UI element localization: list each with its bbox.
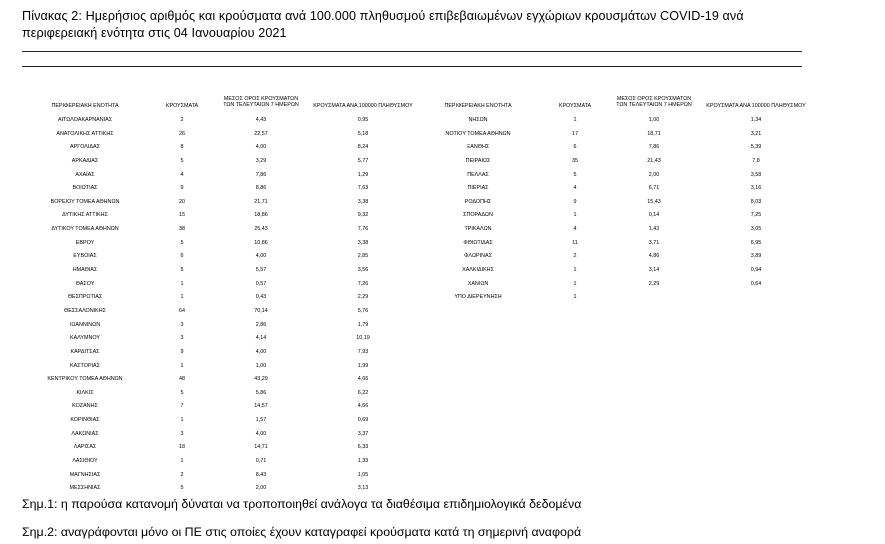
cell-mean: 7,86 <box>648 144 660 151</box>
cell-mean: 14,71 <box>254 444 268 451</box>
cell-mean: 7,86 <box>255 171 267 178</box>
header-rate: ΚΡΟΥΣΜΑΤΑ ΑΝΑ 100000 ΠΛΗΘΥΣΜΟΥ <box>706 103 806 109</box>
cell-cases: 1 <box>573 212 577 219</box>
table-row <box>25 169 425 183</box>
cell-mean: 4,43 <box>255 117 267 123</box>
cell-cases: 9 <box>180 185 184 192</box>
cell-mean: 6,71 <box>648 185 660 192</box>
table-row <box>25 455 425 469</box>
table-row <box>25 414 425 428</box>
cell-mean: 21,43 <box>647 157 661 164</box>
table-row <box>25 250 425 264</box>
cell-rate: 1,34 <box>750 117 762 123</box>
cell-rate: 5,18 <box>357 130 369 137</box>
cell-mean: 25,43 <box>254 226 268 233</box>
cell-region: ΚΙΛΚΙΣ <box>76 389 94 396</box>
cell-region: ΘΑΣΟΥ <box>75 280 95 287</box>
cell-cases: 18 <box>179 444 185 451</box>
cell-cases: 5 <box>180 239 184 246</box>
table-row <box>25 264 425 278</box>
cell-rate: 3,56 <box>357 267 369 274</box>
cell-mean: 8,86 <box>255 185 267 192</box>
table-row <box>25 360 425 374</box>
header-region: ΠΕΡΙΦΕΡΕΙΑΚΗ ΕΝΟΤΗΤΑ <box>51 103 119 109</box>
cell-region: ΗΜΑΘΙΑΣ <box>72 267 98 274</box>
table-row <box>25 278 425 292</box>
cell-region: ΒΟΡΕΙΟΥ ΤΟΜΕΑ ΑΘΗΝΩΝ <box>50 198 120 205</box>
cell-cases: 1 <box>573 117 577 123</box>
cell-region: ΙΩΑΝΝΙΝΩΝ <box>69 321 101 328</box>
cell-mean: 1,57 <box>255 417 267 424</box>
table-row <box>25 305 425 319</box>
table-row <box>418 155 818 169</box>
table-row <box>418 237 818 251</box>
cell-region: ΜΑΓΝΗΣΙΑΣ <box>69 471 101 478</box>
cell-rate: 8,03 <box>750 198 762 205</box>
cell-rate: 2,85 <box>357 253 369 260</box>
table-row <box>418 196 818 210</box>
cell-rate: 4,66 <box>357 376 369 383</box>
cell-cases: 35 <box>572 157 578 164</box>
table-row <box>25 441 425 455</box>
divider <box>22 51 802 52</box>
header-region: ΠΕΡΙΦΕΡΕΙΑΚΗ ΕΝΟΤΗΤΑ <box>444 103 512 109</box>
cell-region: ΚΑΛΥΜΝΟΥ <box>70 335 100 342</box>
table-row <box>25 482 425 496</box>
cell-cases: 1 <box>180 280 184 287</box>
table-row <box>25 182 425 196</box>
table-row <box>25 196 425 210</box>
cell-cases: 6 <box>573 144 577 151</box>
cell-cases: 1 <box>180 362 184 369</box>
cell-cases: 17 <box>572 130 578 137</box>
table-row <box>25 223 425 237</box>
table-body <box>25 114 425 496</box>
cell-cases: 38 <box>179 226 185 233</box>
cell-rate: 0,69 <box>357 417 369 424</box>
cell-region: ΤΡΙΚΑΛΩΝ <box>464 226 492 233</box>
cell-rate: 0,94 <box>750 267 762 274</box>
table-row <box>25 209 425 223</box>
cell-mean: 18,71 <box>647 130 661 137</box>
cell-mean: 10,86 <box>254 239 268 246</box>
cell-region: ΝΗΣΩΝ <box>468 117 488 123</box>
cell-region: ΕΒΡΟΥ <box>75 239 95 246</box>
cell-cases: 64 <box>179 307 185 314</box>
cell-region: ΑΡΓΟΛΙΔΑΣ <box>70 144 100 151</box>
cell-mean: 4,00 <box>255 144 267 151</box>
cell-cases: 4 <box>180 171 184 178</box>
cell-region: ΚΟΖΑΝΗΣ <box>72 403 98 410</box>
cell-cases: 7 <box>180 403 184 410</box>
cell-region: ΧΑΛΚΙΔΙΚΗΣ <box>462 267 494 274</box>
cell-rate: 7,63 <box>357 185 369 192</box>
cell-cases: 5 <box>573 171 577 178</box>
table-row <box>25 141 425 155</box>
cell-rate: 3,58 <box>750 171 762 178</box>
cell-rate: 3,38 <box>357 239 369 246</box>
cell-rate: 1,99 <box>357 362 369 369</box>
cell-region: ΡΟΔΟΠΗΣ <box>464 198 492 205</box>
cell-mean: 4,00 <box>255 253 267 260</box>
cell-cases: 48 <box>179 376 185 383</box>
cell-cases: 1 <box>573 294 577 301</box>
cell-rate: 8,24 <box>357 144 369 151</box>
divider <box>22 66 802 67</box>
header-cases: ΚΡΟΥΣΜΑΤΑ <box>165 103 199 109</box>
cell-mean: 18,86 <box>254 212 268 219</box>
header-rate: ΚΡΟΥΣΜΑΤΑ ΑΝΑ 100000 ΠΛΗΘΥΣΜΟΥ <box>313 103 413 109</box>
cell-rate: 1,33 <box>357 458 369 465</box>
cell-region: ΘΕΣΣΑΛΟΝΙΚΗΣ <box>64 307 106 314</box>
cell-mean: 22,57 <box>254 130 268 137</box>
cell-region: ΑΡΚΑΔΙΑΣ <box>71 157 99 164</box>
cell-mean: 14,57 <box>254 403 268 410</box>
footnote-2: Σημ.2: αναγράφονται μόνο οι ΠΕ στις οποίες έχουν καταγραφεί κρούσματα κατά τη σημερινή αναφορά <box>22 525 582 539</box>
cell-region: ΑΝΑΤΟΛΙΚΗΣ ΑΤΤΙΚΗΣ <box>56 130 114 137</box>
table-row <box>25 346 425 360</box>
table-row <box>25 428 425 442</box>
table-header <box>418 96 818 114</box>
cell-mean: 1,43 <box>648 226 660 233</box>
cell-rate: 6,33 <box>357 444 369 451</box>
cell-rate: 6,95 <box>750 239 762 246</box>
cell-mean: 70,14 <box>254 307 268 314</box>
cell-rate: 1,29 <box>357 171 369 178</box>
cell-cases: 3 <box>180 430 184 437</box>
cell-mean: 4,86 <box>648 253 660 260</box>
cell-region: ΚΑΡΔΙΤΣΑΣ <box>70 348 100 355</box>
cell-region: ΘΕΣΠΡΩΤΙΑΣ <box>67 294 103 301</box>
cell-mean: 0,14 <box>648 212 660 219</box>
table-row <box>418 264 818 278</box>
table-row <box>418 223 818 237</box>
cell-cases: 2 <box>573 253 577 260</box>
cell-cases: 1 <box>180 294 184 301</box>
cell-cases: 11 <box>572 239 578 246</box>
cell-mean: 3,71 <box>648 239 660 246</box>
table-row <box>418 209 818 223</box>
table-row <box>418 250 818 264</box>
cell-cases: 20 <box>179 198 185 205</box>
cell-rate: 3,38 <box>357 198 369 205</box>
table-row <box>25 469 425 483</box>
cell-mean: 0,57 <box>255 280 267 287</box>
table-row <box>418 182 818 196</box>
cell-cases: 4 <box>573 185 577 192</box>
table-row <box>25 387 425 401</box>
cell-rate: 3,21 <box>750 130 762 137</box>
cell-rate: 9,32 <box>357 212 369 219</box>
cell-mean: 1,00 <box>648 117 660 123</box>
cell-cases: 6 <box>180 253 184 260</box>
table-row <box>25 332 425 346</box>
header-mean: ΜΕΣΟΣ ΟΡΟΣ ΚΡΟΥΣΜΑΤΩΝ ΤΩΝ ΤΕΛΕΥΤΑΙΩΝ 7 ΗΜΕΡΩΝ <box>223 96 299 108</box>
cell-rate: 3,05 <box>750 226 762 233</box>
cell-region: ΦΛΩΡΙΝΑΣ <box>464 253 492 260</box>
cell-region: ΜΕΣΣΗΝΙΑΣ <box>69 485 101 492</box>
cell-mean: 3,29 <box>255 157 267 164</box>
cell-rate: 10,19 <box>356 335 370 342</box>
footnote-1: Σημ.1: η παρούσα κατανομή δύναται να τροποποιηθεί ανάλογα τα διαθέσιμα επιδημιολογικά δεδομένα <box>22 497 582 511</box>
table-row <box>418 169 818 183</box>
table-row <box>418 291 818 305</box>
cell-cases: 5 <box>180 267 184 274</box>
cell-region: ΛΑΣΙΘΙΟΥ <box>72 458 98 465</box>
cell-rate: 7,25 <box>750 212 762 219</box>
cell-region: ΛΑΡΙΣΑΣ <box>73 444 97 451</box>
cell-cases: 1 <box>573 280 577 287</box>
cell-cases: 1 <box>180 417 184 424</box>
cell-region: ΠΕΛΛΑΣ <box>467 171 489 178</box>
cell-rate: 1,05 <box>357 471 369 478</box>
header-cases: ΚΡΟΥΣΜΑΤΑ <box>558 103 592 109</box>
cell-region: ΦΘΙΩΤΙΔΑΣ <box>463 239 493 246</box>
table-row <box>25 400 425 414</box>
cell-mean: 0,71 <box>255 458 267 465</box>
cell-cases: 9 <box>573 198 577 205</box>
cell-mean: 4,00 <box>255 430 267 437</box>
cell-cases: 5 <box>180 157 184 164</box>
cell-rate: 7,76 <box>357 226 369 233</box>
table-header <box>25 96 425 114</box>
cell-rate: 4,66 <box>357 403 369 410</box>
cell-region: ΒΟΙΩΤΙΑΣ <box>72 185 98 192</box>
table-row <box>25 319 425 333</box>
cell-rate: 3,89 <box>750 253 762 260</box>
cell-region: ΚΟΡΙΝΘΙΑΣ <box>70 417 100 424</box>
cell-region: ΔΥΤΙΚΟΥ ΤΟΜΕΑ ΑΘΗΝΩΝ <box>51 226 119 233</box>
cell-region: ΔΥΤΙΚΗΣ ΑΤΤΙΚΗΣ <box>62 212 108 219</box>
cell-rate: 3,13 <box>357 485 369 492</box>
cell-region: ΠΕΙΡΑΙΩΣ <box>465 157 491 164</box>
right-table <box>418 96 818 305</box>
cell-cases: 1 <box>573 267 577 274</box>
cell-rate: 2,29 <box>357 294 369 301</box>
cell-mean: 2,29 <box>648 280 660 287</box>
cell-mean: 4,14 <box>255 335 267 342</box>
cell-cases: 9 <box>180 348 184 355</box>
cell-region: ΧΑΝΙΩΝ <box>467 280 489 287</box>
cell-mean: 2,86 <box>255 321 267 328</box>
cell-region: ΛΑΚΩΝΙΑΣ <box>71 430 99 437</box>
cell-rate: 7,93 <box>357 348 369 355</box>
cell-mean: 5,57 <box>255 267 267 274</box>
cell-cases: 3 <box>180 321 184 328</box>
cell-cases: 2 <box>180 117 184 123</box>
cell-cases: 15 <box>179 212 185 219</box>
cell-rate: 7,26 <box>357 280 369 287</box>
cell-region: ΠΙΕΡΙΑΣ <box>467 185 489 192</box>
cell-rate: 1,79 <box>357 321 369 328</box>
cell-rate: 5,77 <box>357 157 369 164</box>
table-row <box>25 237 425 251</box>
cell-mean: 4,00 <box>255 348 267 355</box>
cell-region: ΑΧΑΪΑΣ <box>75 171 95 178</box>
table-row <box>25 114 425 128</box>
cell-mean: 21,71 <box>254 198 268 205</box>
cell-rate: 5,39 <box>750 144 762 151</box>
cell-region: ΝΟΤΙΟΥ ΤΟΜΕΑ ΑΘΗΝΩΝ <box>445 130 511 137</box>
cell-cases: 2 <box>180 471 184 478</box>
cell-cases: 8 <box>180 144 184 151</box>
cell-cases: 4 <box>573 226 577 233</box>
table-row <box>418 278 818 292</box>
cell-region: ΣΠΟΡΑΔΩΝ <box>463 212 493 219</box>
table-row <box>418 141 818 155</box>
cell-region: ΥΠΟ ΔΙΕΡΕΥΝΗΣΗ <box>454 294 502 301</box>
table-row <box>25 128 425 142</box>
cell-rate: 6,22 <box>357 389 369 396</box>
cell-mean: 2,00 <box>648 171 660 178</box>
cell-mean: 43,29 <box>254 376 268 383</box>
table-row <box>25 291 425 305</box>
cell-region: ΑΙΤΩΛΟΑΚΑΡΝΑΝΙΑΣ <box>57 117 113 123</box>
cell-region: ΚΕΝΤΡΙΚΟΥ ΤΟΜΕΑ ΑΘΗΝΩΝ <box>47 376 123 383</box>
cell-rate: 3,37 <box>357 430 369 437</box>
table-row <box>25 373 425 387</box>
cell-region: ΕΥΒΟΙΑΣ <box>73 253 97 260</box>
cell-region: ΚΑΣΤΟΡΙΑΣ <box>70 362 100 369</box>
cell-mean: 5,86 <box>255 389 267 396</box>
table-caption: Πίνακας 2: Ημερήσιος αριθμός και κρούσματα ανά 100.000 πληθυσμού επιβεβαιωμένων εγχώριων κρουσμάτων COVID-19 ανά περιφερειακή ενότητα στις 04 Ιανουαρίου 2021 <box>22 9 744 40</box>
cell-cases: 5 <box>180 389 184 396</box>
table-body <box>418 114 818 305</box>
cell-cases: 26 <box>179 130 185 137</box>
cell-rate: 0,95 <box>357 117 369 123</box>
cell-mean: 15,43 <box>647 198 661 205</box>
cell-mean: 8,43 <box>255 471 267 478</box>
cell-mean: 3,14 <box>648 267 660 274</box>
cell-mean: 1,00 <box>255 362 267 369</box>
table-row <box>418 128 818 142</box>
cell-cases: 5 <box>180 485 184 492</box>
cell-rate: 5,76 <box>357 307 369 314</box>
cell-rate: 7,8 <box>752 157 760 164</box>
cell-region: ΞΑΝΘΗΣ <box>466 144 490 151</box>
table-row <box>418 114 818 128</box>
cell-mean: 2,00 <box>255 485 267 492</box>
cell-mean: 0,43 <box>255 294 267 301</box>
header-mean: ΜΕΣΟΣ ΟΡΟΣ ΚΡΟΥΣΜΑΤΩΝ ΤΩΝ ΤΕΛΕΥΤΑΙΩΝ 7 ΗΜΕΡΩΝ <box>616 96 692 108</box>
cell-rate: 0,64 <box>750 280 762 287</box>
table-row <box>25 155 425 169</box>
cell-rate: 3,16 <box>750 185 762 192</box>
cell-cases: 3 <box>180 335 184 342</box>
cell-cases: 1 <box>180 458 184 465</box>
left-table <box>25 96 425 496</box>
